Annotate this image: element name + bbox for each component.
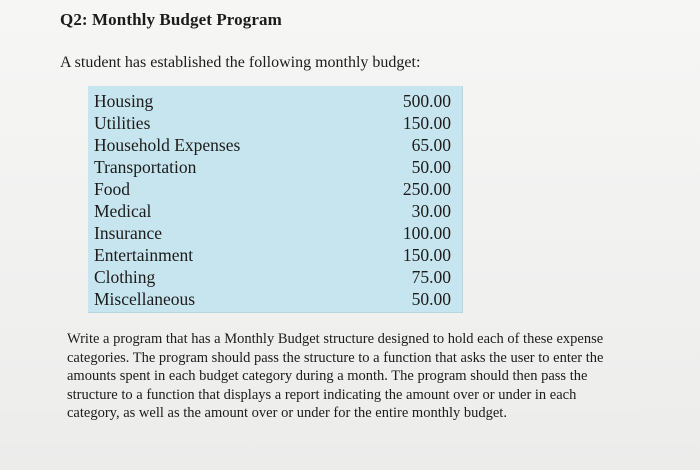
- budget-category: Transportation: [94, 157, 197, 177]
- description-line: structure to a function that displays a report indicating the amount over or under in each: [67, 386, 577, 403]
- budget-amount: 30.00: [411, 201, 451, 221]
- budget-amount: 250.00: [402, 179, 451, 199]
- description-line: amounts spent in each budget category during a month. The program should then pass the: [67, 368, 588, 384]
- budget-amount: 65.00: [411, 135, 451, 155]
- budget-category: Medical: [94, 201, 152, 221]
- description-line: categories. The program should pass the structure to a function that asks the user to enter the: [67, 349, 604, 366]
- description-line: Write a program that has a Monthly Budget structure designed to hold each of these expense: [67, 331, 604, 347]
- budget-category: Food: [94, 179, 130, 199]
- budget-row: [88, 288, 462, 310]
- budget-category: Entertainment: [94, 245, 194, 265]
- budget-category: Insurance: [94, 223, 163, 243]
- budget-amount: 75.00: [411, 267, 451, 287]
- budget-row: [88, 112, 462, 134]
- budget-amount: 50.00: [411, 157, 451, 177]
- budget-row: [88, 244, 462, 266]
- description-line: category, as well as the amount over or under for the entire monthly budget.: [67, 405, 507, 421]
- intro-text: A student has established the following monthly budget:: [60, 54, 421, 71]
- budget-category: Utilities: [94, 113, 151, 133]
- budget-category: Clothing: [94, 267, 156, 287]
- budget-category: Housing: [94, 91, 154, 111]
- budget-category: Household Expenses: [94, 135, 241, 155]
- budget-amount: 150.00: [402, 113, 451, 133]
- budget-row: [88, 134, 462, 156]
- budget-amount: 150.00: [402, 245, 451, 265]
- budget-amount: 500.00: [402, 91, 451, 111]
- budget-table: [88, 86, 463, 313]
- problem-description: [67, 330, 667, 423]
- budget-amount: 100.00: [402, 223, 451, 243]
- question-heading: Q2: Monthly Budget Program: [60, 10, 282, 29]
- budget-row: [88, 90, 462, 112]
- budget-row: [88, 222, 462, 244]
- budget-row: [88, 200, 462, 222]
- budget-category: Miscellaneous: [94, 289, 196, 309]
- budget-amount: 50.00: [411, 289, 451, 309]
- budget-row: [88, 156, 462, 178]
- budget-row: [88, 266, 462, 288]
- budget-row: [88, 178, 462, 200]
